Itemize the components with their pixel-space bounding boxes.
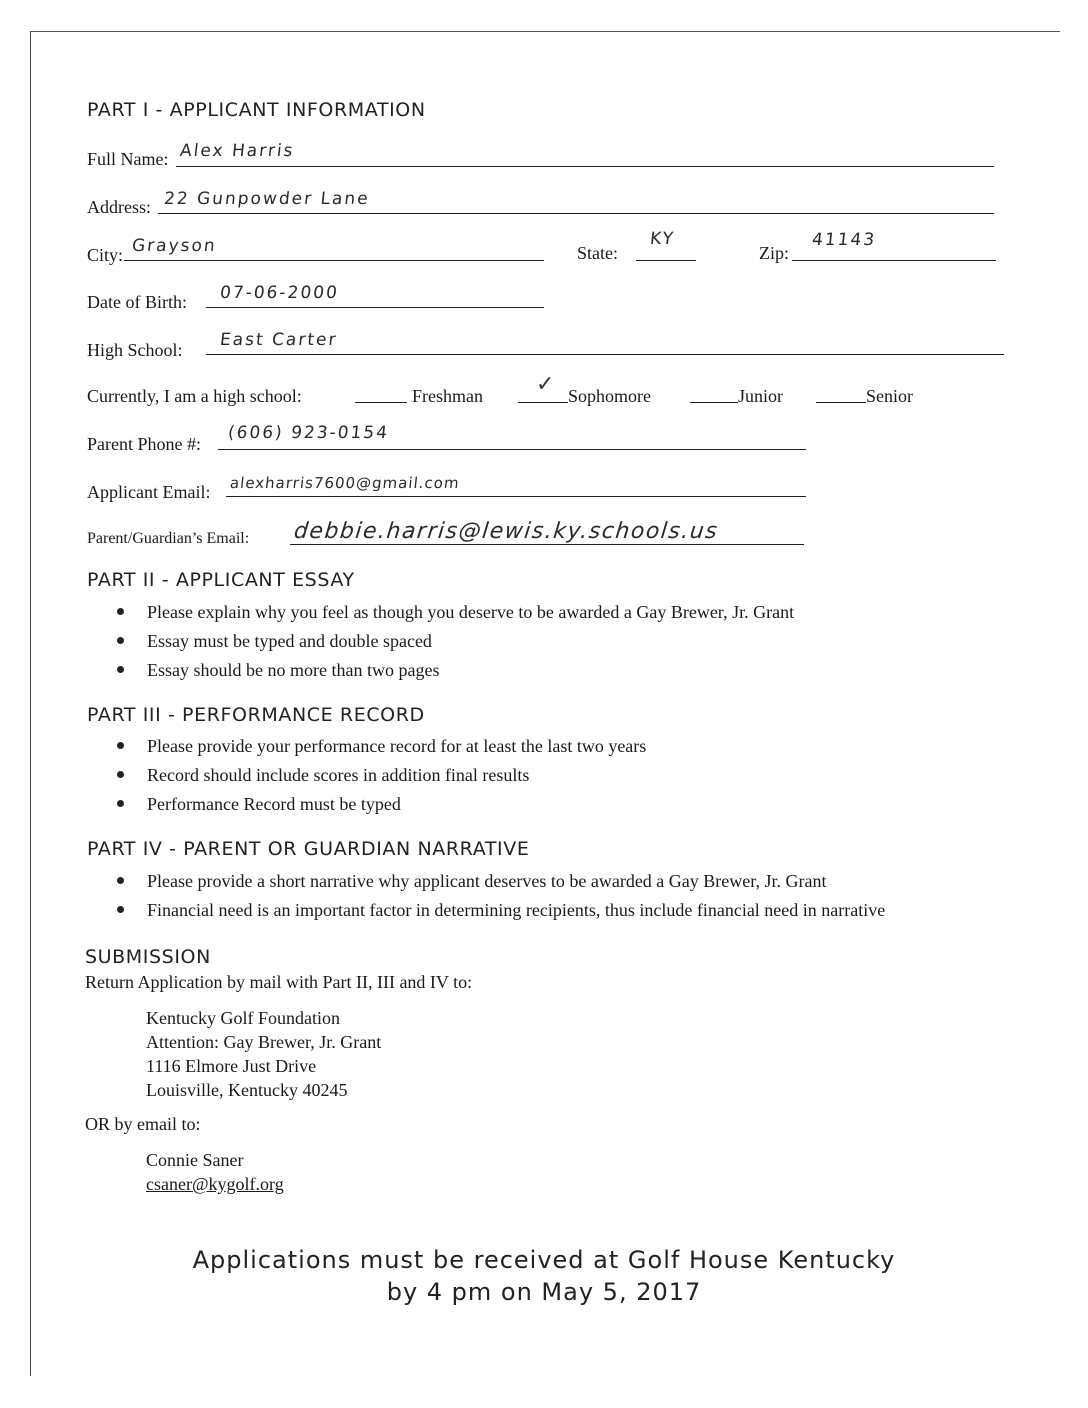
high-school-value[interactable]: East Carter xyxy=(218,330,339,350)
bullet-icon xyxy=(117,906,124,913)
bullet-icon xyxy=(117,637,124,644)
mail-address-line-2: Attention: Gay Brewer, Jr. Grant xyxy=(146,1032,382,1052)
list-item: Please provide your performance record for at least the last two years xyxy=(114,735,646,764)
bullet-icon xyxy=(117,877,124,884)
junior-line[interactable] xyxy=(690,402,738,403)
full-name-line xyxy=(176,166,994,167)
mail-address-line-1: Kentucky Golf Foundation xyxy=(146,1008,340,1028)
senior-line[interactable] xyxy=(816,402,866,403)
bullet-icon xyxy=(117,742,124,749)
bullet-icon xyxy=(117,608,124,615)
parent-email-line xyxy=(290,544,804,545)
parent-email-label: Parent/Guardian’s Email: xyxy=(87,530,250,547)
bullet-icon xyxy=(117,800,124,807)
city-value[interactable]: Grayson xyxy=(130,236,218,256)
mail-address-line-3: 1116 Elmore Just Drive xyxy=(146,1056,317,1076)
deadline-line-2: by 4 pm on May 5, 2017 xyxy=(386,1278,702,1306)
state-value[interactable]: KY xyxy=(648,229,676,249)
list-item: Please provide a short narrative why applicant deserves to be awarded a Gay Brewer, Jr. Grant xyxy=(114,870,885,899)
dob-label: Date of Birth: xyxy=(87,292,187,312)
city-line xyxy=(124,260,544,261)
part3-bullet-list xyxy=(114,735,646,822)
sophomore-check-icon: ✓ xyxy=(536,372,555,397)
address-value[interactable]: 22 Gunpowder Lane xyxy=(162,189,371,209)
high-school-line xyxy=(206,354,1004,355)
page-border-top xyxy=(30,31,1060,32)
state-line xyxy=(636,260,696,261)
applicant-email-label: Applicant Email: xyxy=(87,482,211,502)
grade-option-sophomore: Sophomore xyxy=(568,386,651,406)
dob-line xyxy=(206,307,544,308)
full-name-label: Full Name: xyxy=(87,149,169,169)
address-line xyxy=(158,213,994,214)
deadline-line-1: Applications must be received at Golf House Kentucky xyxy=(192,1246,896,1274)
list-item: Essay must be typed and double spaced xyxy=(114,630,794,659)
list-item: Record should include scores in addition final results xyxy=(114,764,646,793)
applicant-email-value[interactable]: alexharris7600@gmail.com xyxy=(229,474,461,492)
address-label: Address: xyxy=(87,197,151,217)
grade-option-junior: Junior xyxy=(738,386,783,406)
contact-name: Connie Saner xyxy=(146,1150,244,1170)
zip-value[interactable]: 41143 xyxy=(810,230,878,250)
dob-value[interactable]: 07-06-2000 xyxy=(218,283,340,303)
zip-label: Zip: xyxy=(759,243,789,263)
part1-heading: PART I - APPLICANT INFORMATION xyxy=(87,99,426,121)
part3-heading: PART III - PERFORMANCE RECORD xyxy=(87,704,425,726)
parent-phone-line xyxy=(218,449,806,450)
parent-phone-label: Parent Phone #: xyxy=(87,434,201,454)
part4-bullet-list xyxy=(114,870,885,928)
parent-email-value[interactable]: debbie.harris@lewis.ky.schools.us xyxy=(292,519,720,544)
grade-label: Currently, I am a high school: xyxy=(87,386,302,406)
city-label: City: xyxy=(87,245,124,265)
part2-heading: PART II - APPLICANT ESSAY xyxy=(87,569,355,591)
contact-email-link[interactable]: csaner@kygolf.org xyxy=(146,1174,284,1194)
freshman-line[interactable] xyxy=(355,402,407,403)
part4-heading: PART IV - PARENT OR GUARDIAN NARRATIVE xyxy=(87,838,530,860)
submission-intro: Return Application by mail with Part II, III and IV to: xyxy=(85,972,473,992)
list-item: Performance Record must be typed xyxy=(114,793,646,822)
submission-heading: SUBMISSION xyxy=(85,946,211,968)
mail-address-line-4: Louisville, Kentucky 40245 xyxy=(146,1080,348,1100)
full-name-value[interactable]: Alex Harris xyxy=(178,141,296,161)
list-item: Please explain why you feel as though you deserve to be awarded a Gay Brewer, Jr. Grant xyxy=(114,601,794,630)
grade-option-senior: Senior xyxy=(866,386,913,406)
sophomore-line[interactable] xyxy=(518,402,568,403)
parent-phone-value[interactable]: (606) 923-0154 xyxy=(226,423,391,443)
or-email-text: OR by email to: xyxy=(85,1114,201,1134)
list-item: Essay should be no more than two pages xyxy=(114,659,794,688)
high-school-label: High School: xyxy=(87,340,183,360)
zip-line xyxy=(792,260,996,261)
bullet-icon xyxy=(117,666,124,673)
page-border-left xyxy=(30,31,31,1376)
part2-bullet-list xyxy=(114,601,794,688)
grade-option-freshman: Freshman xyxy=(412,386,483,406)
bullet-icon xyxy=(117,771,124,778)
applicant-email-line xyxy=(226,496,806,497)
list-item: Financial need is an important factor in determining recipients, thus include financial need in narrative xyxy=(114,899,885,928)
state-label: State: xyxy=(577,243,618,263)
